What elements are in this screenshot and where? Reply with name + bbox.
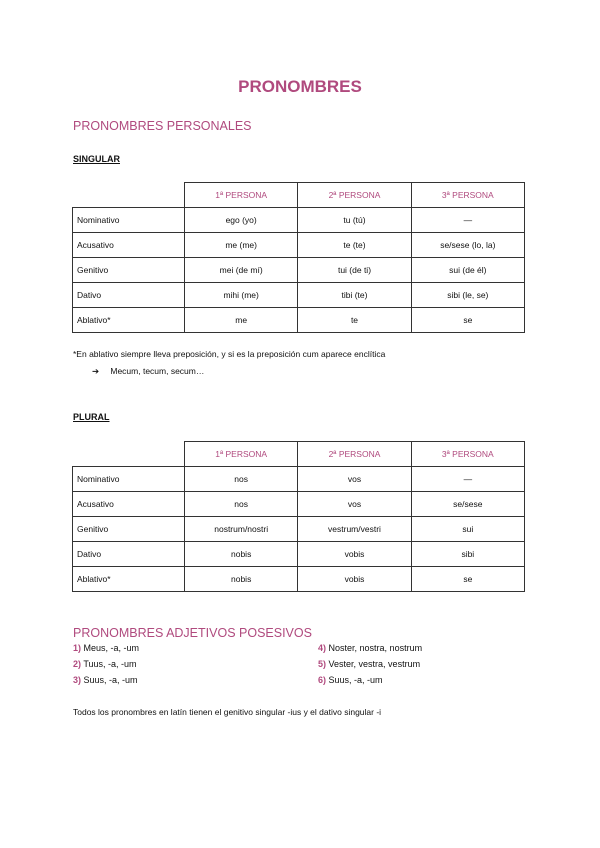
item-text: Vester, vestra, vestrum xyxy=(328,659,421,669)
header-3a-persona: 3ª PERSONA xyxy=(411,183,524,208)
value-cell: sibi xyxy=(411,542,524,567)
case-cell: Nominativo xyxy=(73,467,185,492)
ablativo-note: *En ablativo siempre lleva preposición, y si es la preposición cum aparece enclítica xyxy=(73,349,386,359)
header-1a-persona: 1ª PERSONA xyxy=(185,442,298,467)
header-3a-persona: 3ª PERSONA xyxy=(411,442,524,467)
item-number: 5) xyxy=(318,659,327,669)
item-text: Tuus, -a, -um xyxy=(83,659,137,669)
singular-label: SINGULAR xyxy=(73,154,120,164)
value-cell: tu (tú) xyxy=(298,208,411,233)
value-cell: tibi (te) xyxy=(298,283,411,308)
list-item xyxy=(318,675,383,685)
case-cell: Acusativo xyxy=(73,233,185,258)
case-cell: Genitivo xyxy=(73,517,185,542)
value-cell: se xyxy=(411,567,524,592)
value-cell: vos xyxy=(298,467,411,492)
table-row xyxy=(73,233,525,258)
header-2a-persona: 2ª PERSONA xyxy=(298,442,411,467)
value-cell: sibi (le, se) xyxy=(411,283,524,308)
plural-table xyxy=(72,441,525,592)
case-cell: Dativo xyxy=(73,283,185,308)
item-number: 2) xyxy=(73,659,82,669)
table-row xyxy=(73,542,525,567)
value-cell: te (te) xyxy=(298,233,411,258)
value-cell: nos xyxy=(185,492,298,517)
list-item xyxy=(73,643,139,653)
header-2a-persona: 2ª PERSONA xyxy=(298,183,411,208)
value-cell: ego (yo) xyxy=(185,208,298,233)
header-1a-persona: 1ª PERSONA xyxy=(185,183,298,208)
value-cell: mihi (me) xyxy=(185,283,298,308)
case-cell: Genitivo xyxy=(73,258,185,283)
value-cell: tui (de ti) xyxy=(298,258,411,283)
table-row xyxy=(73,283,525,308)
value-cell: se/sese xyxy=(411,492,524,517)
value-cell: nos xyxy=(185,467,298,492)
value-cell: nobis xyxy=(185,567,298,592)
item-text: Meus, -a, -um xyxy=(83,643,140,653)
case-cell: Ablativo* xyxy=(73,567,185,592)
item-number: 3) xyxy=(73,675,82,685)
value-cell: — xyxy=(411,208,524,233)
value-cell: te xyxy=(298,308,411,333)
section-heading-personales: PRONOMBRES PERSONALES xyxy=(73,119,252,133)
table-header-row xyxy=(73,183,525,208)
value-cell: mei (de mí) xyxy=(185,258,298,283)
value-cell: vos xyxy=(298,492,411,517)
table-row xyxy=(73,208,525,233)
empty-header-cell xyxy=(73,442,185,467)
value-cell: sui xyxy=(411,517,524,542)
table-row xyxy=(73,258,525,283)
value-cell: nobis xyxy=(185,542,298,567)
table-header-row xyxy=(73,442,525,467)
case-cell: Ablativo* xyxy=(73,308,185,333)
empty-header-cell xyxy=(73,183,185,208)
ablativo-example xyxy=(92,366,204,377)
item-text: Suus, -a, -um xyxy=(328,675,383,685)
page-title: PRONOMBRES xyxy=(238,77,362,96)
item-text: Suus, -a, -um xyxy=(83,675,138,685)
arrow-right-icon: ➔ xyxy=(92,366,100,376)
item-number: 4) xyxy=(318,643,327,653)
value-cell: vobis xyxy=(298,567,411,592)
value-cell: se/sese (lo, la) xyxy=(411,233,524,258)
value-cell: — xyxy=(411,467,524,492)
case-cell: Dativo xyxy=(73,542,185,567)
list-item xyxy=(318,659,420,669)
value-cell: vestrum/vestri xyxy=(298,517,411,542)
case-cell: Nominativo xyxy=(73,208,185,233)
section-heading-posesivos: PRONOMBRES ADJETIVOS POSESIVOS xyxy=(73,626,312,640)
table-row xyxy=(73,467,525,492)
list-item xyxy=(73,659,137,669)
value-cell: nostrum/nostri xyxy=(185,517,298,542)
value-cell: vobis xyxy=(298,542,411,567)
list-item xyxy=(318,643,422,653)
table-row xyxy=(73,517,525,542)
list-item xyxy=(73,675,138,685)
case-cell: Acusativo xyxy=(73,492,185,517)
singular-table xyxy=(72,182,525,333)
item-number: 1) xyxy=(73,643,82,653)
table-row xyxy=(73,492,525,517)
value-cell: me (me) xyxy=(185,233,298,258)
plural-label: PLURAL xyxy=(73,412,110,422)
table-row xyxy=(73,308,525,333)
value-cell: sui (de él) xyxy=(411,258,524,283)
value-cell: se xyxy=(411,308,524,333)
item-number: 6) xyxy=(318,675,327,685)
table-row xyxy=(73,567,525,592)
genitive-dative-note: Todos los pronombres en latín tienen el genitivo singular -ius y el dativo singular -i xyxy=(73,707,382,717)
example-text: Mecum, tecum, secum… xyxy=(110,366,205,376)
item-text: Noster, nostra, nostrum xyxy=(328,643,423,653)
value-cell: me xyxy=(185,308,298,333)
